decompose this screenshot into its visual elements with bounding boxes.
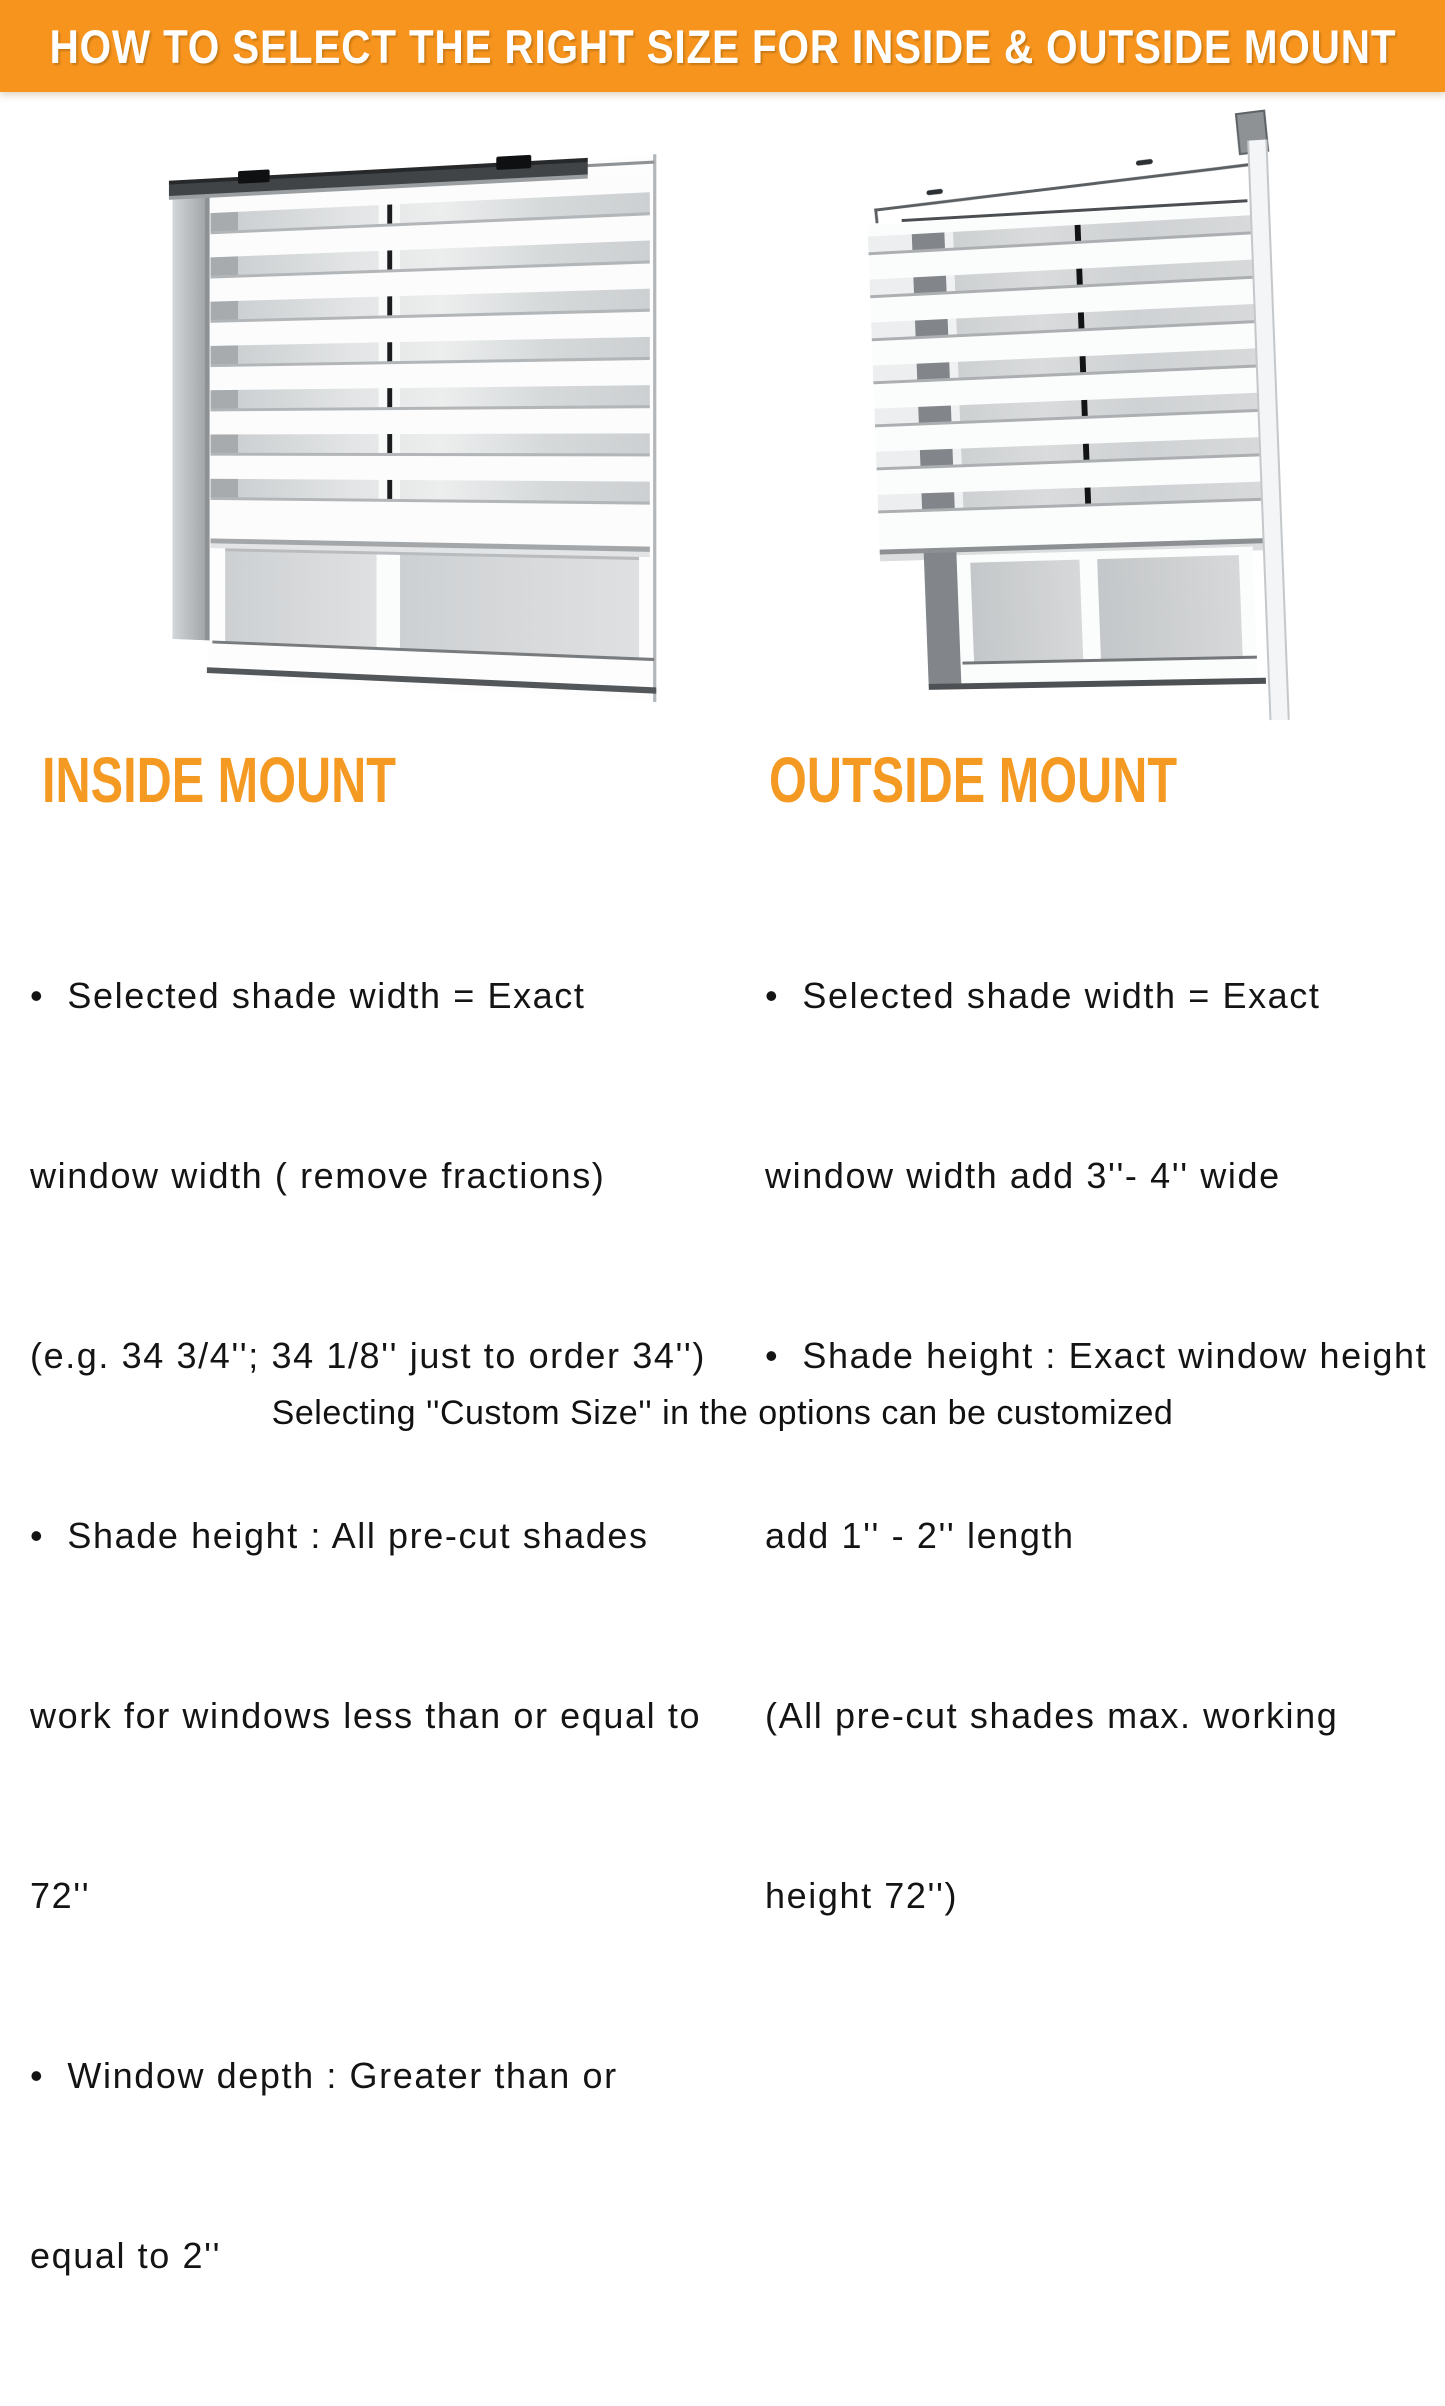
instruction-line: • Selected shade width = Exact (30, 975, 586, 1016)
instruction-line: • Shade height : Exact window height (765, 1335, 1428, 1376)
figure-inside-mount (155, 130, 676, 764)
inside-mount-instructions (30, 846, 735, 2406)
inside-mount-window-illustration (155, 130, 676, 764)
instruction-line: window width ( remove fractions) (30, 1155, 606, 1196)
instruction-line: window width add 3''- 4'' wide (765, 1155, 1281, 1196)
instruction-line: equal to 2'' (30, 2235, 222, 2276)
heading-inside-mount: INSIDE MOUNT (42, 744, 396, 816)
instruction-line: • Window depth : Greater than or (30, 2055, 618, 2096)
header-banner (0, 0, 1445, 92)
instruction-line: • Shade height : All pre-cut shades (30, 1515, 649, 1556)
footer-note: Selecting ''Custom Size'' in the options can be customized (271, 1394, 1174, 1432)
instruction-line: add 1'' - 2'' length (765, 1515, 1075, 1556)
instruction-line: work for windows less than or equal to (30, 1695, 702, 1736)
outside-mount-instructions (765, 846, 1445, 2046)
outside-mount-window-illustration (847, 100, 1432, 754)
instruction-line: (e.g. 34 3/4''; 34 1/8'' just to order 34'') (30, 1335, 706, 1376)
instruction-line: 72'' (30, 1875, 91, 1916)
figure-outside-mount (847, 100, 1432, 754)
heading-outside-mount: OUTSIDE MOUNT (769, 744, 1178, 816)
instruction-line: height 72'') (765, 1875, 959, 1916)
instruction-line: • Selected shade width = Exact (765, 975, 1321, 1016)
instruction-line: (All pre-cut shades max. working (765, 1695, 1339, 1736)
banner-title: HOW TO SELECT THE RIGHT SIZE FOR INSIDE & OUTSIDE MOUNT (49, 19, 1396, 73)
